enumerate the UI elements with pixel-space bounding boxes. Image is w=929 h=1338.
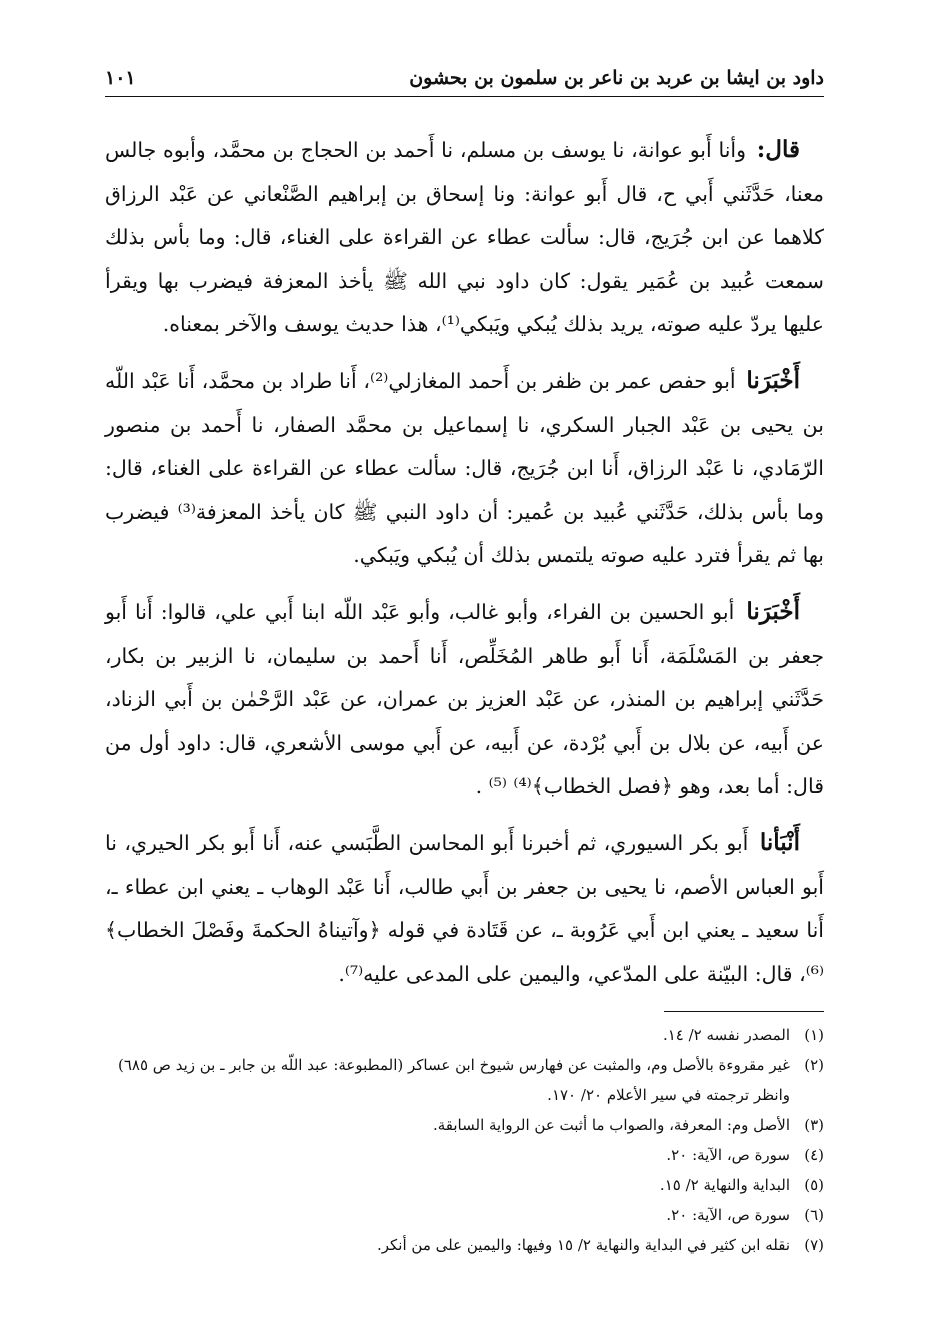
- footnote-number: (٣): [804, 1116, 824, 1134]
- footnote: [105, 1110, 824, 1140]
- footnote-number: (٢): [804, 1056, 824, 1074]
- footnote-divider: [664, 1011, 824, 1012]
- paragraph: [105, 590, 824, 809]
- footnote-number: (١): [804, 1026, 824, 1044]
- footnote-number: (٦): [804, 1206, 824, 1224]
- footnote-text: سورة ص، الآية: ٢٠.: [666, 1206, 790, 1224]
- footnote: [105, 1200, 824, 1230]
- footnote: [105, 1230, 824, 1260]
- footnote-text: نقله ابن كثير في البداية والنهاية ٢/ ١٥ وفيها: واليمين على من أنكر.: [376, 1236, 790, 1254]
- page-number: ١٠١: [105, 67, 136, 89]
- paragraph: [105, 359, 824, 578]
- footnote: [105, 1050, 824, 1110]
- footnotes: [105, 1020, 824, 1260]
- paragraph: [105, 128, 824, 347]
- paragraph-text: أَبو بكر السيوري، ثم أخبرنا أَبو المحاسن الطَّبَسي عنه، أَنا أَبو بكر الحيري، نا أَبو العباس الأصم، نا يحيى بن جعفر بن أَبي طالب، أَنا عَبْد الوهاب ـ يعني ابن عطاء ـ، أَنا سعيد ـ يعني ابن أَبي عَرُوبة ـ، عن قَتَادة في قوله ﴿وآتيناهُ الحكمةَ وفَصْلَ الخطاب﴾⁽⁶⁾، قال: البيّنة على المدّعي، واليمين على المدعى عليه⁽⁷⁾.: [105, 830, 824, 986]
- footnote-number: (٥): [804, 1176, 824, 1194]
- footnote-text: المصدر نفسه ٢/ ١٤.: [662, 1026, 790, 1044]
- footnote: [105, 1140, 824, 1170]
- footnote-text: الأصل وم: المعرفة، والصواب ما أثبت عن الرواية السابقة.: [432, 1116, 790, 1134]
- main-text: [105, 128, 824, 1008]
- paragraph-lead: أَخْبَرَنا: [746, 366, 800, 394]
- paragraph-text: أبو الحسين بن الفراء، وأبو غالب، وأبو عَبْد اللّه ابنا أَبي علي، قالوا: أَنا أَبو جعفر بن المَسْلَمَة، أَنا أَبو طاهر المُخَلِّص، أَنا أَحمد بن سليمان، نا الزبير بن بكار، حَدَّثَني إبراهيم بن المنذر، عن عَبْد العزيز بن عمران، عن عَبْد الرَّحْمٰن بن أَبي الزناد، عن أَبيه، عن بلال بن أَبي بُرْدة، عن أَبيه، عن أَبي موسى الأشعري، قال: داود أول من قال: أما بعد، وهو ﴿فصل الخطاب﴾⁽⁴⁾ ⁽⁵⁾ .: [105, 599, 824, 799]
- paragraph-lead: قال:: [756, 136, 800, 163]
- paragraph-text: أبو حفص عمر بن ظفر بن أَحمد المغازلي⁽²⁾، أَنا طراد بن محمَّد، أَنا عَبْد اللّه بن يحيى بن عَبْد الجبار السكري، نا إسماعيل بن محمَّد الصفار، نا أَحمد بن منصور الرّمَادي، نا عَبْد الرزاق، أَنا ابن جُرَيج، قال: سألت عطاء عن القراءة على الغناء، قال: وما بأس بذلك، حَدَّثَني عُبيد بن عُمير: أن داود النبي ﷺ كان يأخذ المعزفة⁽³⁾ فيضرب بها ثم يقرأ فترد عليه صوته يلتمس بذلك أن يُبكي ويَبكي.: [105, 368, 824, 568]
- footnote: [105, 1020, 824, 1050]
- paragraph-text: وأنا أَبو عوانة، نا يوسف بن مسلم، نا أَحمد بن الحجاج بن محمَّد، وأبوه جالس معنا، حَدَّثَني أَبي ح، قال أَبو عوانة: ونا إسحاق بن إبراهيم الصَّنْعاني عن عَبْد الرزاق كلاهما عن ابن جُرَيج، قال: سألت عطاء عن القراءة على الغناء، قال: وما بأس بذلك سمعت عُبيد بن عُمَير يقول: كان داود نبي الله ﷺ يأخذ المعزفة فيضرب بها ويقرأ عليها يردّ عليه صوته، يريد بذلك يُبكي ويَبكي⁽¹⁾، هذا حديث يوسف والآخر بمعناه.: [105, 138, 824, 337]
- paragraph-lead: أَخْبَرَنا: [746, 597, 800, 625]
- footnote-number: (٧): [804, 1236, 824, 1254]
- footnote-number: (٤): [804, 1146, 824, 1164]
- running-header: [105, 60, 824, 97]
- footnote-text: البداية والنهاية ٢/ ١٥.: [659, 1176, 790, 1194]
- header-title: داود بن ايشا بن عربد بن ناعر بن سلمون بن بحشون: [409, 67, 824, 89]
- paragraph: [105, 821, 824, 996]
- footnote: [105, 1170, 824, 1200]
- footnote-text: سورة ص، الآية: ٢٠.: [666, 1146, 790, 1164]
- footnote-text: غير مقروءة بالأصل وم، والمثبت عن فهارس شيوخ ابن عساكر (المطبوعة: عبد اللّه بن جابر ـ بن زيد ص ٦٨٥) وانظر ترجمته في سير الأعلام ٢٠/ ١٧٠.: [118, 1056, 790, 1104]
- paragraph-lead: أَنْبَأنا: [759, 828, 800, 856]
